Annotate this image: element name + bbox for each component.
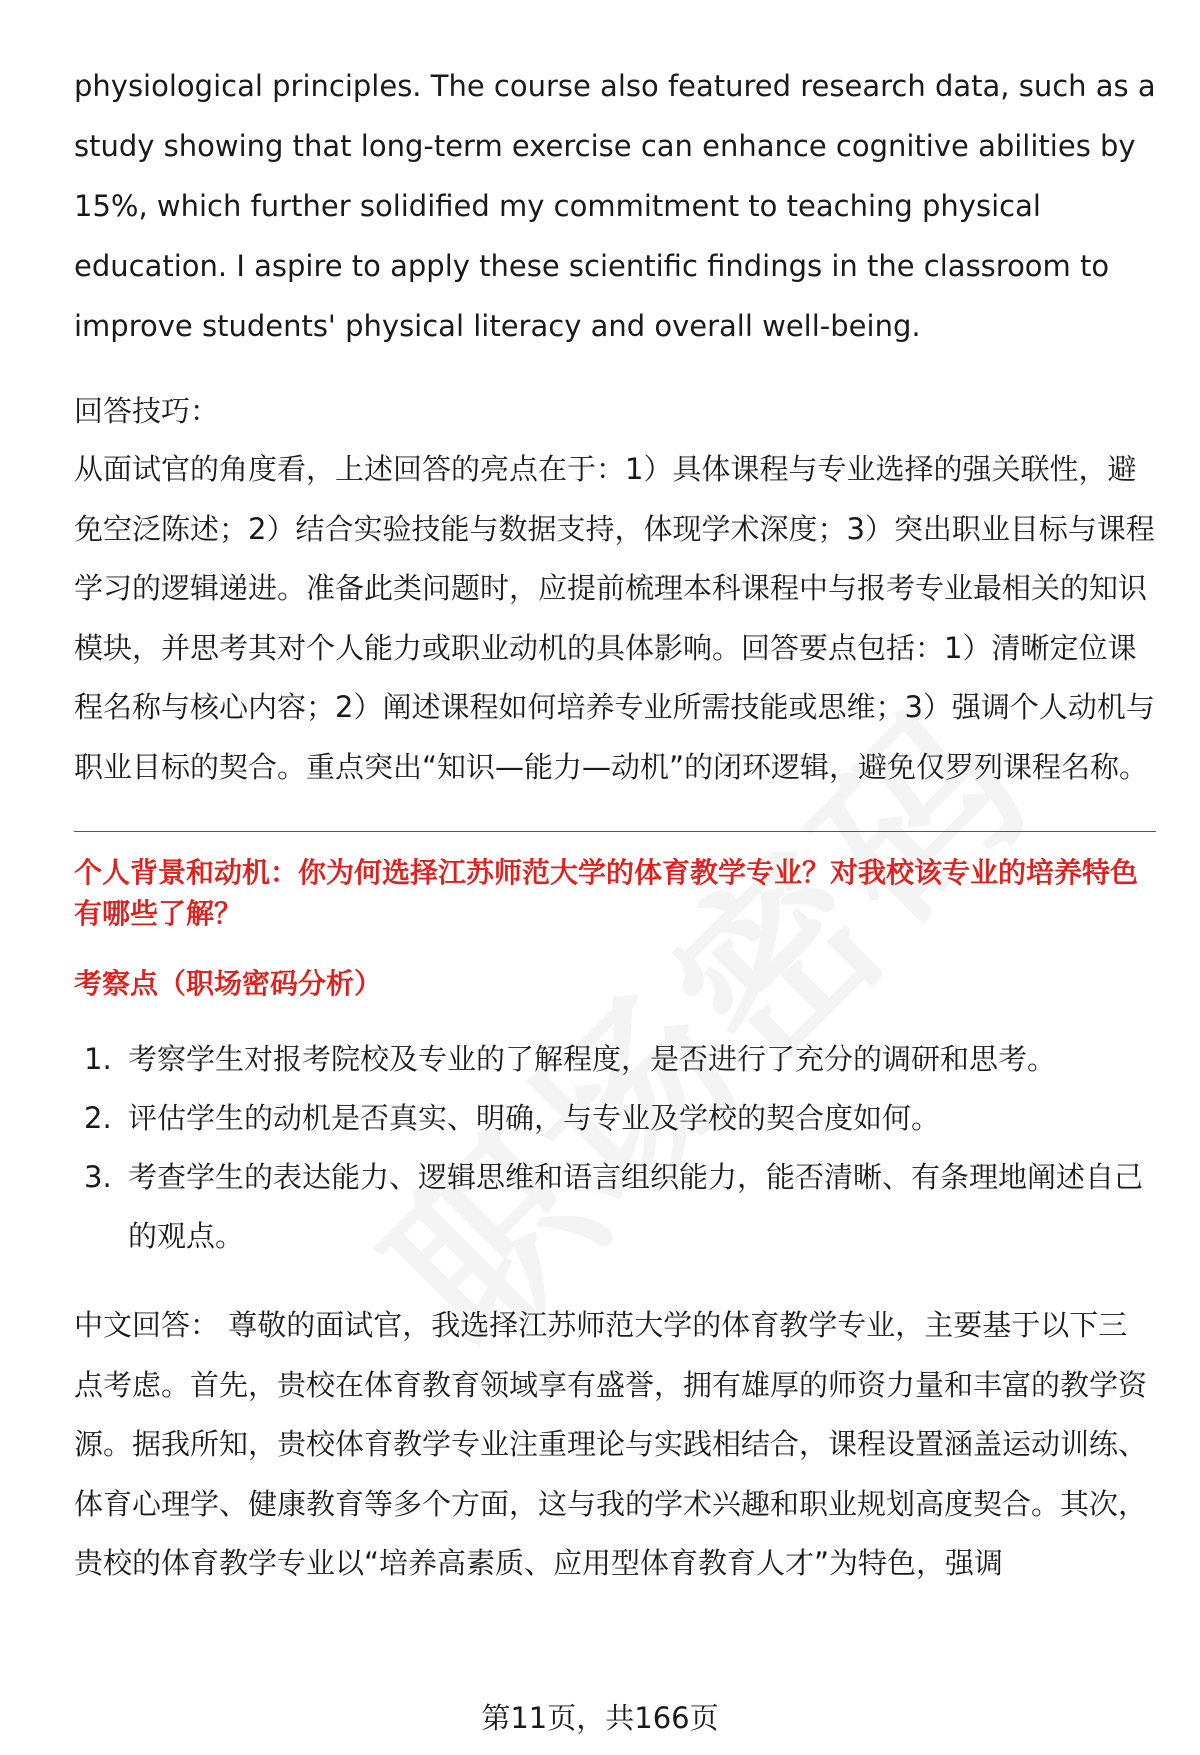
section-divider: [74, 831, 1156, 832]
question-heading: 个人背景和动机：你为何选择江苏师范大学的体育教学专业？对我校该专业的培养特色有哪些了解？: [74, 856, 1139, 930]
page-content: [74, 56, 1156, 1594]
list-item: [74, 1030, 1156, 1089]
chinese-answer-paragraph: 中文回答： 尊敬的面试官，我选择江苏师范大学的体育教学专业，主要基于以下三点考虑。首先，贵校在体育教育领域享有盛誉，拥有雄厚的师资力量和丰富的教学资源。据我所知，贵校体育教学专业注重理论与实践相结合，课程设置涵盖运动训练、体育心理学、健康教育等多个方面，这与我的学术兴趣和职业规划高度契合。其次，贵校的体育教学专业以“培养高素质、应用型体育教育人才”为特色，强调: [74, 1308, 1148, 1580]
list-item-text: 评估学生的动机是否真实、明确，与专业及学校的契合度如何。: [128, 1101, 941, 1135]
list-item-text: 考查学生的表达能力、逻辑思维和语言组织能力，能否清晰、有条理地阐述自己的观点。: [128, 1160, 1144, 1253]
list-item: [74, 1089, 1156, 1148]
list-item-number: 2.: [84, 1101, 112, 1135]
list-item-text: 考察学生对报考院校及专业的了解程度，是否进行了充分的调研和思考。: [128, 1042, 1057, 1076]
list-item-number: 1.: [84, 1042, 112, 1076]
analysis-heading: 考察点（职场密码分析）: [74, 967, 383, 1000]
tips-label: 回答技巧：: [74, 394, 220, 428]
english-answer-paragraph: physiological principles. The course also featured research data, such as a study showing that long-term exercise can enhance cognitive abilities by 15%, which further solidified my commitment to teaching physical education. I aspire to apply these scientific findings in the classroom to improve students' physical literacy and overall well-being.: [74, 69, 1156, 343]
page-number-footer: 第11页，共166页: [481, 1701, 719, 1735]
analysis-points-list: [74, 1030, 1156, 1266]
list-item-number: 3.: [84, 1160, 112, 1194]
list-item: [74, 1148, 1156, 1266]
tips-paragraph: 从面试官的角度看，上述回答的亮点在于：1）具体课程与专业选择的强关联性，避免空泛陈述；2）结合实验技能与数据支持，体现学术深度；3）突出职业目标与课程学习的逻辑递进。准备此类问题时，应提前梳理本科课程中与报考专业最相关的知识模块，并思考其对个人能力或职业动机的具体影响。回答要点包括：1）清晰定位课程名称与核心内容；2）阐述课程如何培养专业所需技能或思维；3）强调个人动机与职业目标的契合。重点突出“知识—能力—动机”的闭环逻辑，避免仅罗列课程名称。: [74, 452, 1155, 784]
